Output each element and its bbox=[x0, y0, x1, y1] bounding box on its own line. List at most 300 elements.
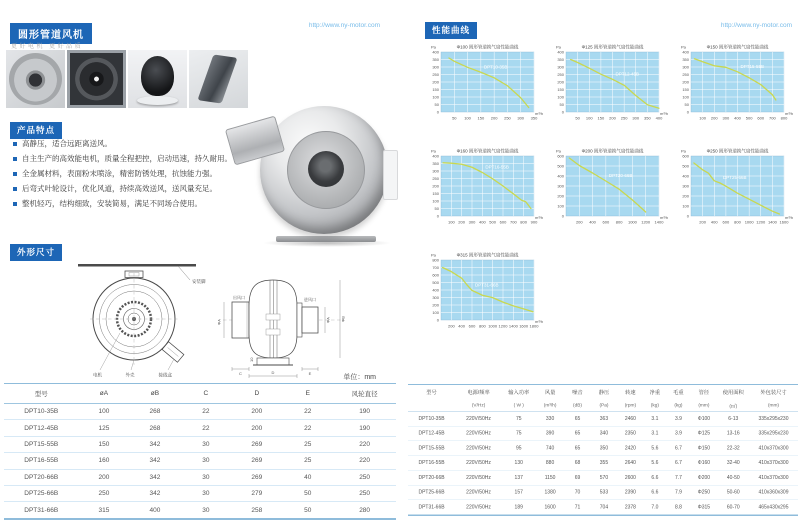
svg-text:350: 350 bbox=[557, 57, 564, 62]
x-axis-unit: m³/h bbox=[535, 319, 543, 324]
table-cell: 342 bbox=[129, 436, 180, 452]
svg-text:0: 0 bbox=[436, 317, 439, 323]
table-cell: 2390 bbox=[618, 485, 643, 500]
svg-text:150: 150 bbox=[432, 191, 439, 196]
svg-text:0: 0 bbox=[686, 109, 689, 115]
x-axis-unit: m³/h bbox=[660, 111, 668, 116]
svg-text:400: 400 bbox=[479, 219, 486, 225]
impeller-top-photo bbox=[6, 50, 65, 108]
chart-title: Φ160 圆形管道换气扇性能曲线 bbox=[456, 148, 519, 154]
svg-text:600: 600 bbox=[602, 219, 610, 225]
series-label: DPT15-55B bbox=[740, 63, 765, 69]
table-cell: DPT12-45B bbox=[4, 420, 78, 436]
table-cell: 71 bbox=[565, 500, 590, 515]
table-cell: 130 bbox=[502, 456, 535, 471]
svg-text:400: 400 bbox=[432, 153, 439, 159]
table-cell: 2640 bbox=[618, 456, 643, 471]
website-link[interactable]: http://www.ny-motor.com bbox=[308, 22, 380, 29]
table-units-row bbox=[408, 400, 798, 412]
table-cell: 22 bbox=[282, 404, 333, 420]
table-cell: 137 bbox=[502, 470, 535, 485]
svg-text:100: 100 bbox=[432, 198, 439, 204]
fan-bracket bbox=[383, 150, 398, 200]
table-row bbox=[408, 470, 798, 485]
svg-text:1200: 1200 bbox=[641, 219, 651, 225]
feature-item: 高静压，适合远距离送风。 bbox=[12, 139, 244, 148]
table-cell: 68 bbox=[565, 456, 590, 471]
svg-text:200: 200 bbox=[432, 183, 439, 189]
table-cell: 65 bbox=[565, 411, 590, 426]
svg-text:400: 400 bbox=[432, 49, 439, 55]
svg-text:800: 800 bbox=[734, 219, 741, 225]
table-cell: 465x430x295 bbox=[749, 500, 798, 515]
column-unit: (m³/h) bbox=[535, 400, 564, 412]
series-label: DPT31-66B bbox=[475, 282, 499, 288]
svg-text:100: 100 bbox=[464, 115, 471, 121]
feature-item: 自主生产的高效能电机，质量全程把控，启动迅速，持久耐用。 bbox=[12, 154, 244, 163]
svg-text:100: 100 bbox=[557, 94, 564, 100]
table-cell: 220V/50Hz bbox=[455, 426, 502, 441]
table-header-row bbox=[408, 385, 798, 400]
table-cell: 22 bbox=[180, 404, 231, 420]
feature-list bbox=[12, 139, 244, 214]
svg-text:800: 800 bbox=[780, 115, 788, 121]
svg-text:50: 50 bbox=[575, 115, 580, 121]
table-cell: 880 bbox=[535, 456, 564, 471]
column-unit: (mm) bbox=[690, 400, 717, 412]
table-cell: 40 bbox=[282, 469, 333, 485]
table-cell: 200 bbox=[231, 420, 282, 436]
table-cell: 250 bbox=[78, 485, 129, 501]
label-foot-height: 10 bbox=[249, 357, 254, 362]
performance-chart bbox=[547, 146, 669, 243]
table-cell: Φ100 bbox=[690, 411, 717, 426]
table-cell: DPT31-66B bbox=[4, 502, 78, 519]
svg-text:800: 800 bbox=[432, 257, 439, 263]
svg-text:350: 350 bbox=[432, 161, 439, 166]
table-cell: 200 bbox=[78, 469, 129, 485]
table-row bbox=[408, 411, 798, 426]
table-cell: 410x370x300 bbox=[749, 456, 798, 471]
svg-text:100: 100 bbox=[432, 94, 439, 100]
svg-text:500: 500 bbox=[557, 163, 564, 169]
table-row bbox=[408, 500, 798, 515]
label-outlet: 出风口 bbox=[233, 295, 245, 300]
table-cell: 340 bbox=[590, 426, 617, 441]
table-row bbox=[4, 436, 396, 452]
svg-text:900: 900 bbox=[530, 219, 538, 225]
bracket-icon bbox=[197, 54, 237, 103]
table-cell: 6.7 bbox=[667, 456, 691, 471]
table-cell: 400 bbox=[129, 502, 180, 519]
performance-charts-grid bbox=[422, 42, 800, 347]
column-header: 电源/频率 bbox=[455, 385, 502, 400]
column-header: 风量 bbox=[535, 385, 564, 400]
table-cell: 13-16 bbox=[718, 426, 749, 441]
performance-chart bbox=[547, 42, 669, 139]
table-cell: 268 bbox=[129, 420, 180, 436]
table-cell: 30 bbox=[180, 502, 231, 519]
column-header: 输入功率 bbox=[502, 385, 535, 400]
svg-text:300: 300 bbox=[432, 64, 439, 70]
table-row bbox=[408, 485, 798, 500]
y-axis-unit: Pa bbox=[431, 252, 436, 258]
label-dia-a-right: ΦA bbox=[325, 317, 331, 323]
performance-chart-svg bbox=[672, 42, 794, 139]
performance-chart bbox=[672, 42, 794, 139]
column-unit: (kg) bbox=[667, 400, 691, 412]
feature-item: 全金属材料，表面粉末喷涂，精密防锈处理，抗蚀能力强。 bbox=[12, 169, 244, 178]
chart-title: Φ150 圆形管道换气扇性能曲线 bbox=[706, 44, 769, 50]
table-cell: 22 bbox=[180, 420, 231, 436]
page-title: 圆形管道风机 bbox=[10, 23, 92, 44]
table-cell: 22-32 bbox=[718, 441, 749, 456]
table-cell: DPT16-55B bbox=[4, 453, 78, 469]
dimension-drawings bbox=[0, 258, 400, 380]
column-header: 型号 bbox=[408, 385, 455, 400]
table-cell: 69 bbox=[565, 470, 590, 485]
column-header: 外包装尺寸 bbox=[749, 385, 798, 400]
table-cell: 160 bbox=[78, 453, 129, 469]
column-header: C bbox=[180, 384, 231, 404]
svg-text:100: 100 bbox=[682, 203, 689, 209]
table-cell: 3.1 bbox=[643, 426, 667, 441]
table-cell: 315 bbox=[78, 502, 129, 519]
table-cell: 279 bbox=[231, 485, 282, 501]
performance-chart-svg bbox=[422, 250, 544, 347]
svg-text:200: 200 bbox=[490, 115, 498, 121]
table-cell: DPT31-66B bbox=[408, 500, 455, 515]
label-motor: 电机 bbox=[93, 372, 102, 378]
table-cell: Φ200 bbox=[690, 470, 717, 485]
label-dia-b: ΦB bbox=[340, 316, 346, 322]
svg-text:0: 0 bbox=[436, 213, 439, 219]
table-cell: 95 bbox=[502, 441, 535, 456]
table-cell: 220 bbox=[333, 453, 396, 469]
table-cell: 6.7 bbox=[667, 441, 691, 456]
svg-text:50: 50 bbox=[684, 102, 689, 107]
fan-inlet-cone bbox=[308, 151, 344, 187]
svg-text:100: 100 bbox=[432, 310, 439, 315]
table-cell: 157 bbox=[502, 485, 535, 500]
table-cell: 570 bbox=[590, 470, 617, 485]
column-unit: (dB) bbox=[565, 400, 590, 412]
table-cell: 269 bbox=[231, 469, 282, 485]
table-cell: Φ315 bbox=[690, 500, 717, 515]
label-junction-box: 接线盒 bbox=[158, 372, 172, 378]
table-cell: 65 bbox=[565, 441, 590, 456]
svg-text:1800: 1800 bbox=[529, 323, 539, 329]
svg-text:400: 400 bbox=[432, 287, 439, 293]
table-cell: 7.0 bbox=[643, 500, 667, 515]
svg-text:200: 200 bbox=[557, 193, 564, 199]
svg-text:150: 150 bbox=[477, 115, 485, 121]
svg-text:1000: 1000 bbox=[627, 219, 637, 225]
svg-text:350: 350 bbox=[682, 57, 689, 62]
svg-text:600: 600 bbox=[499, 219, 507, 225]
table-cell: 220 bbox=[333, 436, 396, 452]
svg-text:500: 500 bbox=[745, 115, 753, 121]
svg-text:600: 600 bbox=[432, 272, 439, 278]
svg-text:100: 100 bbox=[682, 94, 689, 100]
website-link[interactable]: http://www.ny-motor.com bbox=[720, 22, 792, 29]
table-cell: 258 bbox=[231, 502, 282, 519]
y-axis-unit: Pa bbox=[431, 44, 436, 50]
column-header: øB bbox=[129, 384, 180, 404]
svg-text:1600: 1600 bbox=[779, 219, 789, 225]
table-cell: 125 bbox=[78, 420, 129, 436]
table-cell: 6.6 bbox=[643, 470, 667, 485]
svg-text:200: 200 bbox=[557, 79, 564, 85]
svg-text:600: 600 bbox=[757, 115, 765, 121]
table-cell: DPT10-35B bbox=[4, 404, 78, 420]
table-row bbox=[4, 404, 396, 420]
table-cell: DPT16-55B bbox=[408, 456, 455, 471]
svg-text:200: 200 bbox=[575, 219, 583, 225]
y-axis-unit: Pa bbox=[681, 44, 686, 50]
svg-text:200: 200 bbox=[699, 219, 706, 225]
performance-chart-svg bbox=[422, 146, 544, 243]
column-header: 净重 bbox=[643, 385, 667, 400]
svg-text:200: 200 bbox=[710, 115, 718, 121]
table-cell: DPT12-45B bbox=[408, 426, 455, 441]
table-cell: 342 bbox=[129, 485, 180, 501]
table-cell: 60-70 bbox=[718, 500, 749, 515]
feature-item: 后弯式叶轮设计，优化风道，持续高效送风，送风量充足。 bbox=[12, 184, 244, 193]
svg-text:400: 400 bbox=[682, 173, 689, 179]
table-cell: 30 bbox=[180, 485, 231, 501]
svg-text:0: 0 bbox=[436, 109, 439, 115]
svg-text:0: 0 bbox=[561, 213, 564, 219]
table-row bbox=[4, 453, 396, 469]
table-cell: 50-60 bbox=[718, 485, 749, 500]
impeller-icon bbox=[9, 53, 62, 105]
svg-text:200: 200 bbox=[458, 219, 465, 225]
column-header: D bbox=[231, 384, 282, 404]
svg-text:150: 150 bbox=[557, 87, 564, 92]
motor-base-icon bbox=[137, 96, 178, 105]
table-cell: 7.7 bbox=[667, 470, 691, 485]
column-unit bbox=[408, 400, 455, 412]
table-cell: Φ125 bbox=[690, 426, 717, 441]
svg-text:1200: 1200 bbox=[498, 323, 508, 329]
table-cell: 6-13 bbox=[718, 411, 749, 426]
column-unit: (kg) bbox=[643, 400, 667, 412]
svg-text:400: 400 bbox=[458, 323, 465, 329]
table-cell: DPT15-55B bbox=[4, 436, 78, 452]
spec-table-wrap bbox=[408, 384, 798, 516]
svg-text:100: 100 bbox=[585, 115, 593, 121]
chart-title: Φ100 圆形管道换气扇性能曲线 bbox=[456, 44, 519, 50]
table-cell: 25 bbox=[282, 436, 333, 452]
svg-text:300: 300 bbox=[517, 115, 525, 121]
table-cell: 3.1 bbox=[643, 411, 667, 426]
svg-text:250: 250 bbox=[432, 176, 439, 181]
svg-text:800: 800 bbox=[520, 219, 527, 225]
table-cell: 740 bbox=[535, 441, 564, 456]
column-header: 型号 bbox=[4, 384, 78, 404]
table-row bbox=[408, 456, 798, 471]
feature-item: 整机轻巧，结构细致，安装简易，满足不同场合使用。 bbox=[12, 199, 244, 208]
column-header: E bbox=[282, 384, 333, 404]
table-cell: 220V/50Hz bbox=[455, 441, 502, 456]
table-header-row bbox=[4, 384, 396, 404]
table-cell: 269 bbox=[231, 453, 282, 469]
table-cell: 75 bbox=[502, 426, 535, 441]
svg-text:250: 250 bbox=[620, 115, 628, 121]
dimension-table bbox=[4, 383, 396, 520]
svg-text:200: 200 bbox=[609, 115, 616, 121]
svg-text:50: 50 bbox=[434, 102, 439, 107]
series-label: DPT12-45B bbox=[615, 71, 640, 77]
svg-text:500: 500 bbox=[432, 280, 439, 285]
table-cell: 189 bbox=[502, 500, 535, 515]
table-row bbox=[4, 420, 396, 436]
column-header: øA bbox=[78, 384, 129, 404]
spec-table bbox=[408, 384, 798, 516]
table-cell: 220V/50Hz bbox=[455, 500, 502, 515]
table-cell: 40-50 bbox=[718, 470, 749, 485]
table-cell: DPT20-66B bbox=[4, 469, 78, 485]
fan-base bbox=[276, 236, 376, 242]
motor-photo bbox=[128, 50, 187, 108]
svg-text:300: 300 bbox=[682, 183, 689, 189]
table-cell: DPT15-55B bbox=[408, 441, 455, 456]
table-cell: 268 bbox=[129, 404, 180, 420]
series-label: DPT10-35B bbox=[483, 64, 508, 70]
x-axis-unit: m³/h bbox=[535, 111, 543, 116]
table-cell: 3.9 bbox=[667, 411, 691, 426]
svg-text:400: 400 bbox=[557, 173, 564, 179]
column-unit: (mm) bbox=[749, 400, 798, 412]
column-unit: ( W ) bbox=[502, 400, 535, 412]
table-cell: 1150 bbox=[535, 470, 564, 485]
table-cell: 50 bbox=[282, 502, 333, 519]
table-cell: 2350 bbox=[618, 426, 643, 441]
svg-text:400: 400 bbox=[682, 49, 689, 55]
table-cell: 410x370x300 bbox=[749, 441, 798, 456]
svg-text:400: 400 bbox=[589, 219, 596, 225]
svg-text:200: 200 bbox=[682, 193, 689, 199]
svg-text:600: 600 bbox=[468, 323, 476, 329]
svg-text:100: 100 bbox=[699, 115, 706, 121]
column-header: 风轮直径 bbox=[333, 384, 396, 404]
svg-text:350: 350 bbox=[644, 115, 651, 121]
svg-text:600: 600 bbox=[682, 153, 689, 159]
svg-text:50: 50 bbox=[559, 102, 564, 107]
column-unit: (㎡) bbox=[718, 400, 749, 412]
column-header: 转速 bbox=[618, 385, 643, 400]
performance-chart bbox=[422, 146, 544, 243]
svg-text:800: 800 bbox=[615, 219, 623, 225]
table-cell: Φ250 bbox=[690, 485, 717, 500]
svg-text:1400: 1400 bbox=[508, 323, 518, 329]
y-axis-unit: Pa bbox=[681, 148, 686, 154]
table-cell: 220V/50Hz bbox=[455, 456, 502, 471]
label-housing: 外壳 bbox=[125, 372, 135, 378]
svg-text:150: 150 bbox=[432, 87, 439, 92]
svg-text:100: 100 bbox=[448, 219, 455, 225]
table-cell: 280 bbox=[333, 502, 396, 519]
table-cell: 30 bbox=[180, 469, 231, 485]
table-cell: 50 bbox=[282, 485, 333, 501]
table-cell: 363 bbox=[590, 411, 617, 426]
svg-text:1400: 1400 bbox=[654, 219, 664, 225]
label-dim-d: D bbox=[271, 370, 275, 375]
chart-title: Φ125 圆形管道换气扇性能曲线 bbox=[581, 44, 644, 50]
svg-text:1400: 1400 bbox=[767, 219, 777, 225]
page-right bbox=[400, 0, 800, 510]
dimensions-title: 外形尺寸 bbox=[10, 244, 62, 261]
table-cell: Φ150 bbox=[690, 441, 717, 456]
table-cell: 8.8 bbox=[667, 500, 691, 515]
table-cell: 200 bbox=[231, 404, 282, 420]
column-header: 噪音 bbox=[565, 385, 590, 400]
svg-text:200: 200 bbox=[448, 323, 455, 329]
svg-text:250: 250 bbox=[504, 115, 511, 121]
performance-chart-svg bbox=[672, 146, 794, 243]
table-cell: 30 bbox=[180, 436, 231, 452]
svg-text:500: 500 bbox=[682, 163, 689, 169]
svg-text:400: 400 bbox=[734, 115, 741, 121]
table-cell: 7.9 bbox=[667, 485, 691, 500]
svg-text:1200: 1200 bbox=[756, 219, 766, 225]
table-cell: 704 bbox=[590, 500, 617, 515]
table-row bbox=[408, 441, 798, 456]
x-axis-unit: m³/h bbox=[660, 215, 668, 220]
table-cell: 335x295x230 bbox=[749, 411, 798, 426]
table-cell: 355 bbox=[590, 456, 617, 471]
table-cell: 250 bbox=[333, 485, 396, 501]
column-header: 使用面积 bbox=[718, 385, 749, 400]
table-cell: 330 bbox=[535, 411, 564, 426]
table-cell: 220V/50Hz bbox=[455, 411, 502, 426]
table-cell: DPT25-66B bbox=[408, 485, 455, 500]
svg-text:400: 400 bbox=[710, 219, 718, 225]
svg-text:300: 300 bbox=[682, 64, 689, 70]
column-unit: (rpm) bbox=[618, 400, 643, 412]
chart-title: Φ200 圆形管道换气扇性能曲线 bbox=[581, 148, 644, 154]
column-unit: (V/Hz) bbox=[455, 400, 502, 412]
series-label: DPT25-66B bbox=[723, 175, 747, 180]
page-subtitle: 更好电机 更好品质 bbox=[11, 44, 84, 50]
table-cell: 5.6 bbox=[643, 456, 667, 471]
svg-text:350: 350 bbox=[432, 57, 439, 62]
svg-text:500: 500 bbox=[489, 219, 496, 225]
svg-text:0: 0 bbox=[686, 213, 689, 219]
svg-text:400: 400 bbox=[655, 115, 663, 121]
table-cell: 25 bbox=[282, 453, 333, 469]
product-thumbnails bbox=[6, 50, 248, 108]
y-axis-unit: Pa bbox=[556, 44, 561, 50]
label-dim-e: E bbox=[308, 371, 312, 376]
table-row bbox=[4, 469, 396, 485]
table-cell: 3.9 bbox=[667, 426, 691, 441]
svg-text:1000: 1000 bbox=[488, 323, 498, 329]
table-cell: 410x360x309 bbox=[749, 485, 798, 500]
svg-text:800: 800 bbox=[479, 323, 486, 329]
table-cell: 2420 bbox=[618, 441, 643, 456]
table-row bbox=[408, 426, 798, 441]
table-cell: 32-40 bbox=[718, 456, 749, 471]
table-row bbox=[4, 485, 396, 501]
table-cell: 6.6 bbox=[643, 485, 667, 500]
svg-text:300: 300 bbox=[432, 168, 439, 174]
table-cell: 150 bbox=[78, 436, 129, 452]
performance-chart bbox=[422, 250, 544, 347]
label-dim-c: C bbox=[239, 371, 242, 376]
table-cell: 5.6 bbox=[643, 441, 667, 456]
